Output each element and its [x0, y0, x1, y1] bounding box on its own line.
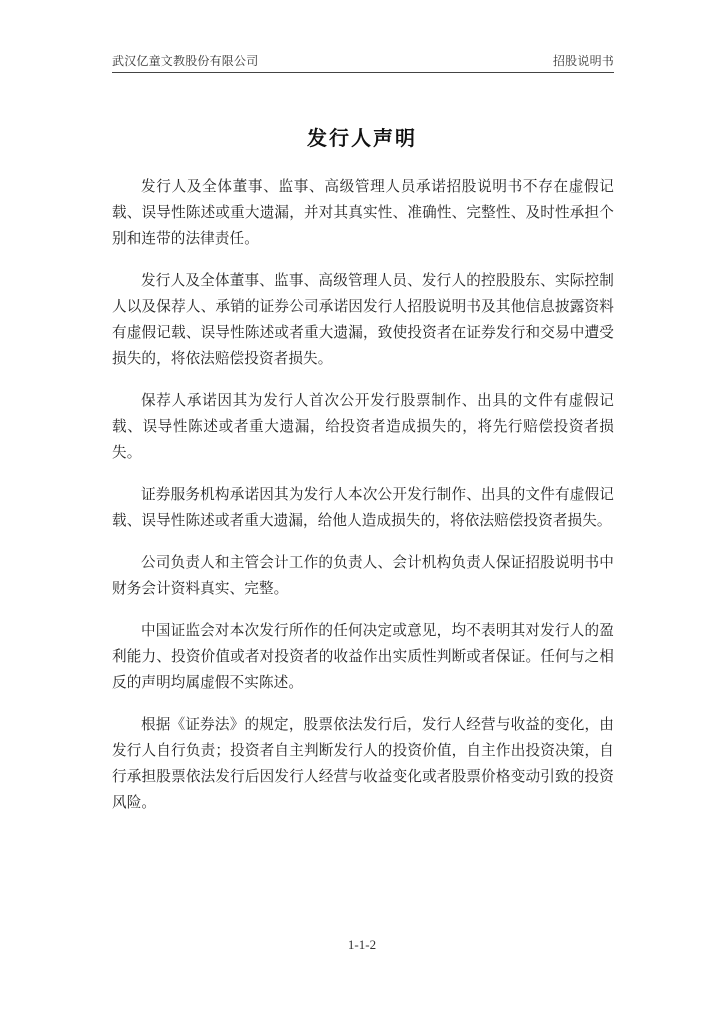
header-company-name: 武汉亿童文教股份有限公司	[112, 54, 259, 68]
paragraph-sponsor-commitment: 保荐人承诺因其为发行人首次公开发行股票制作、出具的文件有虚假记载、误导性陈述或者重大遗漏，给投资者造成损失的，将先行赔偿投资者损失。	[112, 392, 614, 461]
paragraph-csrc-disclaimer: 中国证监会对本次发行所作的任何决定或意见，均不表明其对发行人的盈利能力、投资价值或者对投资者的收益作出实质性判断或者保证。任何与之相反的声明均属虚假不实陈述。	[112, 622, 614, 691]
paragraph-financial-accuracy: 公司负责人和主管会计工作的负责人、会计机构负责人保证招股说明书中财务会计资料真实、完整。	[112, 554, 614, 597]
paragraph-issuer-commitment: 发行人及全体董事、监事、高级管理人员承诺招股说明书不存在虚假记载、误导性陈述或重大遗漏，并对其真实性、准确性、完整性、及时性承担个别和连带的法律责任。	[112, 178, 614, 247]
page-header	[112, 50, 614, 73]
header-document-type: 招股说明书	[552, 54, 614, 68]
statement-body	[112, 174, 614, 832]
page-title: 发行人声明	[307, 126, 417, 150]
paragraph-liability-compensation: 发行人及全体董事、监事、高级管理人员、发行人的控股股东、实际控制人以及保荐人、承销的证券公司承诺因发行人招股说明书及其他信息披露资料有虚假记载、误导性陈述或者重大遗漏，致使投资者在证券发行和交易中遭受损失的，将依法赔偿投资者损失。	[112, 272, 614, 367]
page-number: 1-1-2	[347, 937, 377, 952]
paragraph-service-agency-commitment: 证券服务机构承诺因其为发行人本次公开发行制作、出具的文件有虚假记载、误导性陈述或者重大遗漏，给他人造成损失的，将依法赔偿投资者损失。	[112, 486, 614, 529]
paragraph-investment-risk: 根据《证券法》的规定，股票依法发行后，发行人经营与收益的变化，由发行人自行负责；投资者自主判断发行人的投资价值，自主作出投资决策，自行承担股票依法发行后因发行人经营与收益变化或者股票价格变动引致的投资风险。	[112, 716, 614, 811]
